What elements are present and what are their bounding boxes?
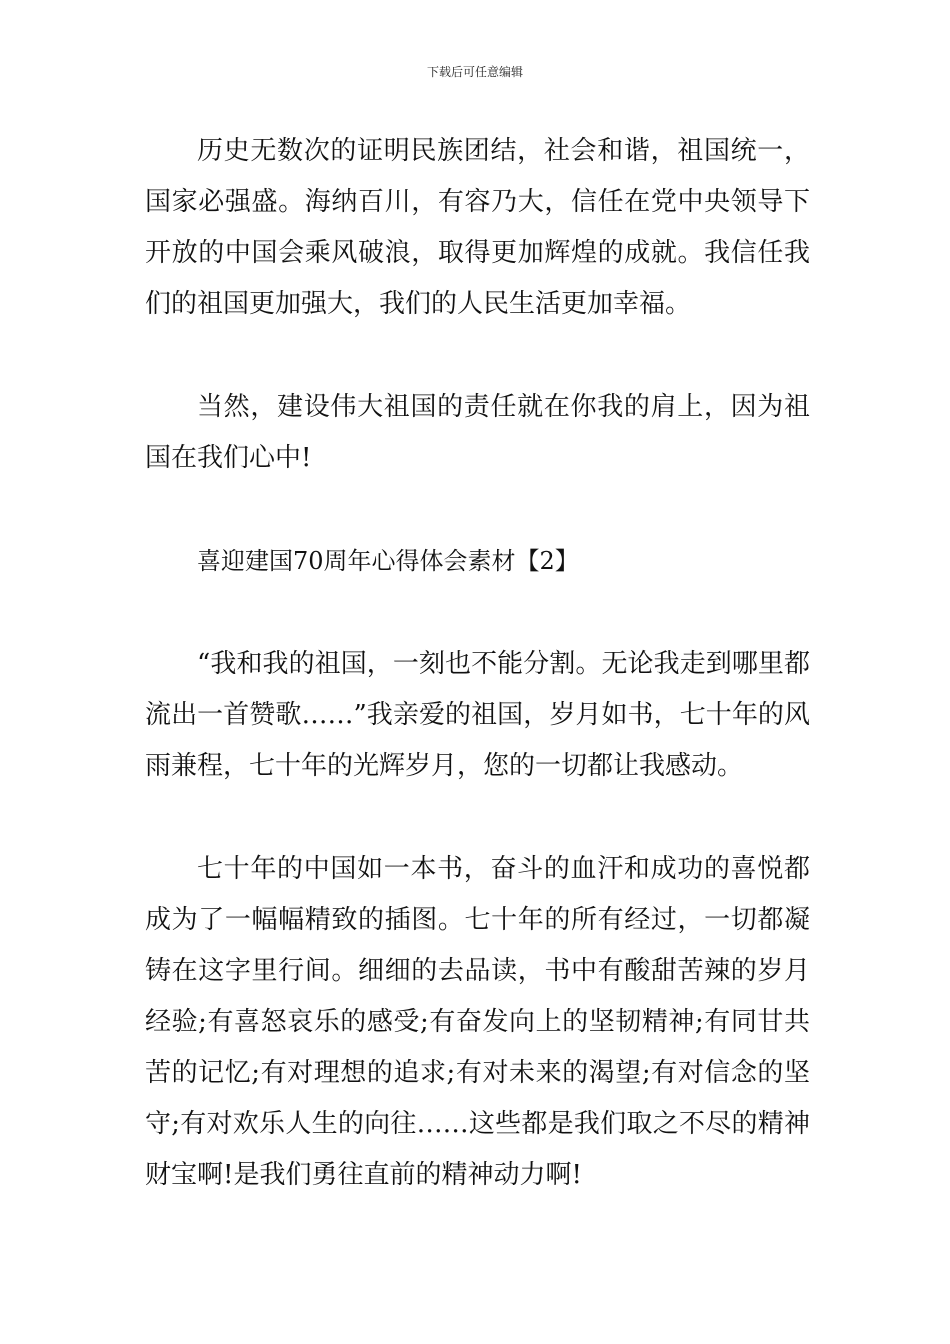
paragraph-3: “我和我的祖国，一刻也不能分割。无论我走到哪里都流出一首赞歌……”我亲爱的祖国，岁月如书，七十年的风雨兼程，七十年的光辉岁月，您的一切都让我感动。 <box>145 649 810 781</box>
section-heading: 喜迎建国70周年心得体会素材【2】 <box>197 547 579 575</box>
paragraph-spacer <box>145 484 810 536</box>
document-body <box>145 126 810 1201</box>
paragraph-spacer <box>145 587 810 639</box>
paragraph-4: 七十年的中国如一本书，奋斗的血汗和成功的喜悦都成为了一幅幅精致的插图。七十年的所有经过，一切都凝铸在这字里行间。细细的去品读，书中有酸甜苦辣的岁月经验;有喜怒哀乐的感受;有奋发向上的坚韧精神;有同甘共苦的记忆;有对理想的追求;有对未来的渴望;有对信念的坚守;有对欢乐人生的向往……这些都是我们取之不尽的精神财宝啊!是我们勇往直前的精神动力啊! <box>145 854 810 1190</box>
page-header: 下载后可任意编辑 <box>426 65 523 79</box>
paragraph-spacer <box>145 792 810 844</box>
paragraph-1: 历史无数次的证明民族团结，社会和谐，祖国统一，国家必强盛。海纳百川，有容乃大，信任在党中央领导下开放的中国会乘风破浪，取得更加辉煌的成就。我信任我们的祖国更加强大，我们的人民生活更加幸福。 <box>145 136 810 319</box>
paragraph-spacer <box>145 330 810 382</box>
paragraph-2: 当然，建设伟大祖国的责任就在你我的肩上，因为祖国在我们心中! <box>145 392 810 473</box>
